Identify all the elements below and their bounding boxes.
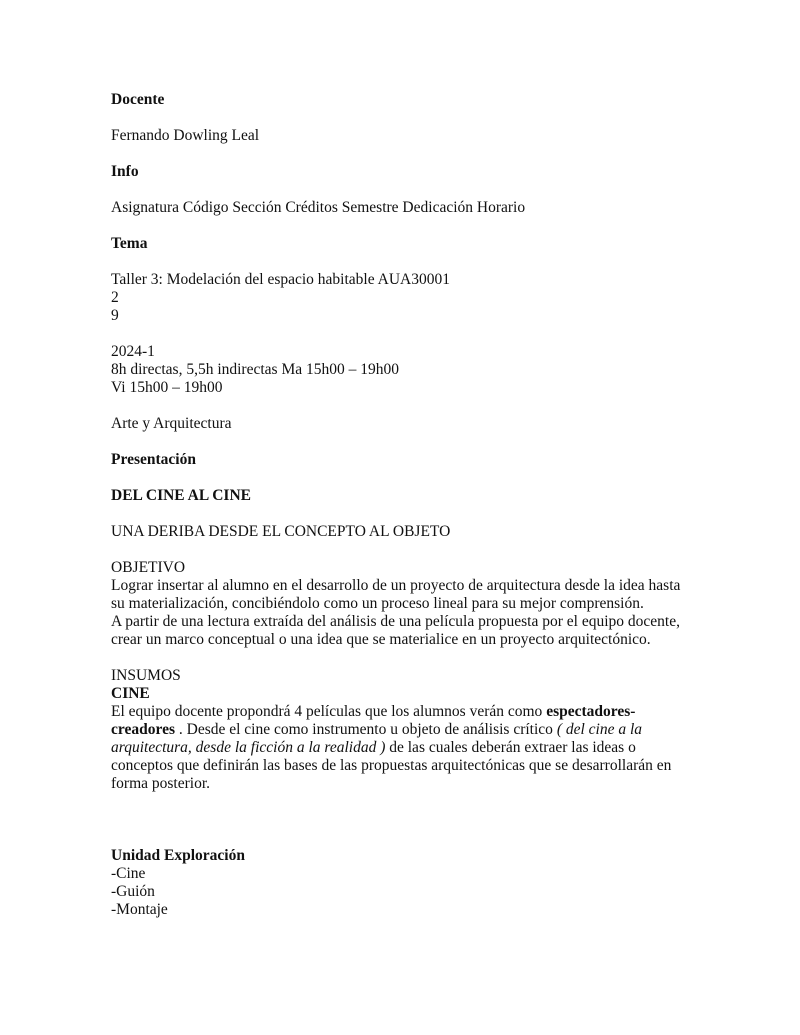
info-heading: Info: [111, 163, 139, 180]
objetivo-line-1: Lograr insertar al alumno en el desarrollo de un proyecto de arquitectura desde la idea hasta: [111, 577, 681, 594]
objetivo-line-2: su materialización, concibiéndolo como un proceso lineal para su mejor comprensión.: [111, 595, 644, 612]
document-page: [111, 91, 711, 919]
tema-asignatura: Taller 3: Modelación del espacio habitable AUA30001: [111, 271, 450, 288]
unidad-item-montaje: -Montaje: [111, 901, 168, 918]
presentacion-subtitle: UNA DERIBA DESDE EL CONCEPTO AL OBJETO: [111, 523, 451, 540]
cine-line-5: forma posterior.: [111, 775, 211, 792]
cine-text-2: . Desde el cine como instrumento u objeto de análisis crítico: [175, 721, 557, 738]
presentacion-heading: Presentación: [111, 451, 196, 468]
cine-text-1: El equipo docente propondrá 4 películas que los alumnos verán como: [111, 703, 547, 720]
objetivo-label: OBJETIVO: [111, 559, 186, 576]
tema-horario-2: Vi 15h00 – 19h00: [111, 379, 223, 396]
unidad-heading: Unidad Exploración: [111, 847, 245, 864]
unidad-item-guion: -Guión: [111, 883, 155, 900]
docente-heading: Docente: [111, 91, 165, 108]
cine-label: CINE: [111, 685, 150, 702]
tema-heading: Tema: [111, 235, 148, 252]
unidad-item-cine: -Cine: [111, 865, 146, 882]
tema-creditos: 9: [111, 307, 119, 324]
tema-semestre: 2024-1: [111, 343, 155, 360]
tema-facultad: Arte y Arquitectura: [111, 415, 232, 432]
docente-name: Fernando Dowling Leal: [111, 127, 260, 144]
cine-italic-2: arquitectura, desde la ficción a la realidad ): [111, 739, 386, 756]
objetivo-line-3: A partir de una lectura extraída del análisis de una película propuesta por el equipo docente,: [111, 613, 680, 630]
objetivo-line-4: crear un marco conceptual o una idea que se materialice en un proyecto arquitectónico.: [111, 631, 651, 648]
tema-dedicacion: 8h directas, 5,5h indirectas Ma 15h00 – 19h00: [111, 361, 399, 378]
cine-paragraph: [111, 703, 696, 793]
cine-bold-2: creadores: [111, 721, 175, 738]
info-fields: Asignatura Código Sección Créditos Semestre Dedicación Horario: [111, 199, 526, 216]
cine-text-3: de las cuales deberán extraer las ideas o: [385, 739, 636, 756]
cine-line-4: conceptos que definirán las bases de las propuestas arquitectónicas que se desarrollarán en: [111, 757, 672, 774]
cine-bold-1: espectadores-: [546, 703, 636, 720]
tema-seccion: 2: [111, 289, 119, 306]
insumos-label: INSUMOS: [111, 667, 181, 684]
presentacion-title: DEL CINE AL CINE: [111, 487, 251, 504]
cine-italic-1: ( del cine a la: [556, 721, 643, 738]
